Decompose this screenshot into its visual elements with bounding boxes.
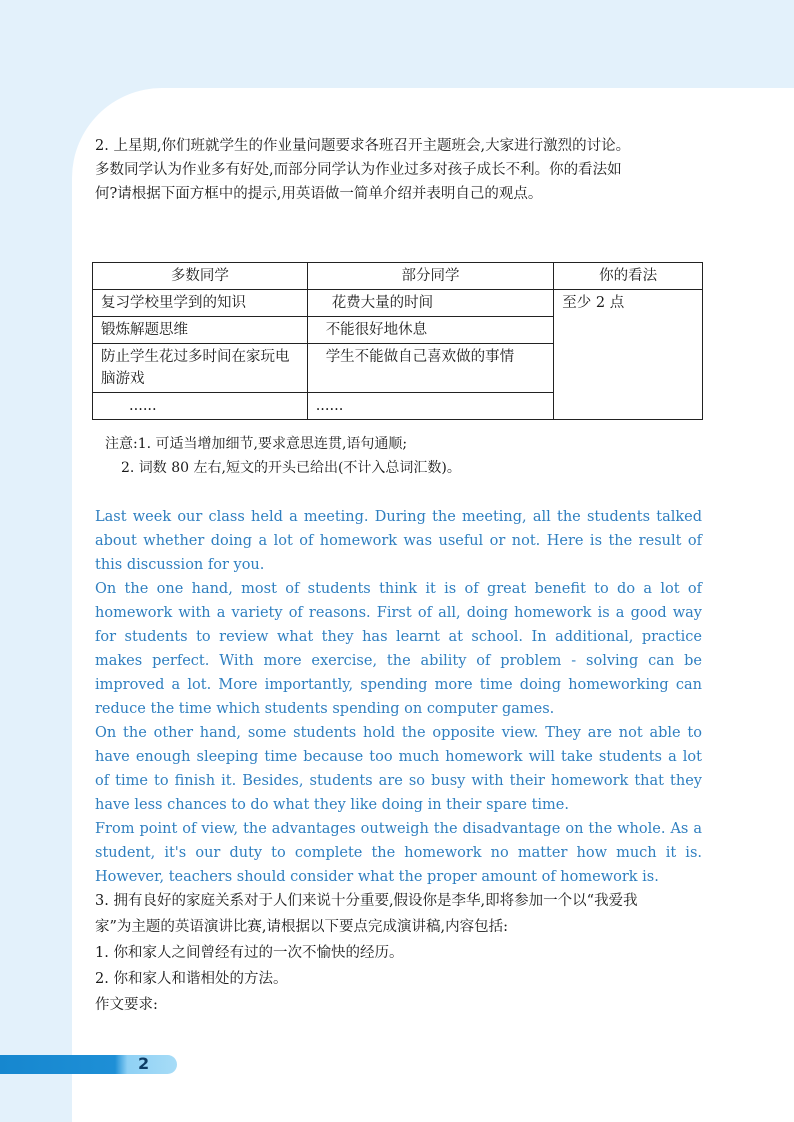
q2-line-2: 多数同学认为作业多有好处,而部分同学认为作业过多对孩子成长不利。你的看法如 (95, 162, 622, 178)
table-header-opinion: 你的看法 (554, 263, 703, 290)
note-1: 注意:1. 可适当增加细节,要求意思连贯,语句通顺; (105, 436, 408, 452)
answer-paragraph-2: On the one hand, most of students think it is of great benefit to do a lot of homework with a variety of reasons. First of all, doing homework is a good way for students to review what they has learnt at school. In additional, practice makes perfect. With more exercise, the ability of problem - solving can be improved a lot. More importantly, spending more time doing homeworking can reduce the time which students spending on computer games. (95, 581, 702, 717)
table-header-row (93, 263, 703, 290)
question-3-prompt (95, 888, 707, 1018)
q2-line-1: 2. 上星期,你们班就学生的作业量问题要求各班召开主题班会,大家进行激烈的讨论。 (95, 138, 631, 154)
notes (105, 432, 461, 480)
table-cell-opinion: 至少 2 点 (554, 290, 703, 420)
answer-paragraph-4: From point of view, the advantages outweigh the disadvantage on the whole. As a student, it's our duty to complete the homework no matter how much it is. However, teachers should consider what the proper amount of homework is. (95, 821, 702, 885)
table-cell: 锻炼解题思维 (93, 317, 308, 344)
table-cell: ...... (307, 393, 554, 420)
table-header-majority: 多数同学 (93, 263, 308, 290)
answer-paragraph-3: On the other hand, some students hold the opposite view. They are not able to have enough sleeping time because too much homework will take students a lot of time to finish it. Besides, students are so busy with their homework that they have less chances to do what they like doing in their spare time. (95, 725, 702, 813)
q3-line-3: 1. 你和家人之间曾经有过的一次不愉快的经历。 (95, 945, 404, 961)
q3-line-4: 2. 你和家人和谐相处的方法。 (95, 971, 288, 987)
q3-line-5: 作文要求: (95, 997, 158, 1013)
table-cell: 花费大量的时间 (307, 290, 554, 317)
answer-essay (95, 505, 702, 889)
q3-line-1: 3. 拥有良好的家庭关系对于人们来说十分重要,假设你是李华,即将参加一个以“我爱我 (95, 893, 638, 909)
q2-line-3: 何?请根据下面方框中的提示,用英语做一简单介绍并表明自己的观点。 (95, 186, 543, 202)
answer-paragraph-1: Last week our class held a meeting. During the meeting, all the students talked about whether doing a lot of homework was useful or not. Here is the result of this discussion for you. (95, 509, 702, 573)
question-2-prompt (95, 134, 710, 206)
table-header-some: 部分同学 (307, 263, 554, 290)
table-cell: ...... (93, 393, 308, 420)
page-number: 2 (138, 1054, 150, 1073)
table-cell: 不能很好地休息 (307, 317, 554, 344)
page-number-bar (0, 1055, 177, 1074)
table-cell: 防止学生花过多时间在家玩电脑游戏 (93, 344, 308, 393)
table-cell: 学生不能做自己喜欢做的事情 (307, 344, 554, 393)
note-2: 2. 词数 80 左右,短文的开头已给出(不计入总词汇数)。 (121, 460, 461, 476)
table-row (93, 290, 703, 317)
table-cell: 复习学校里学到的知识 (93, 290, 308, 317)
q3-line-2: 家”为主题的英语演讲比赛,请根据以下要点完成演讲稿,内容包括: (95, 919, 509, 935)
hint-table (92, 262, 703, 420)
